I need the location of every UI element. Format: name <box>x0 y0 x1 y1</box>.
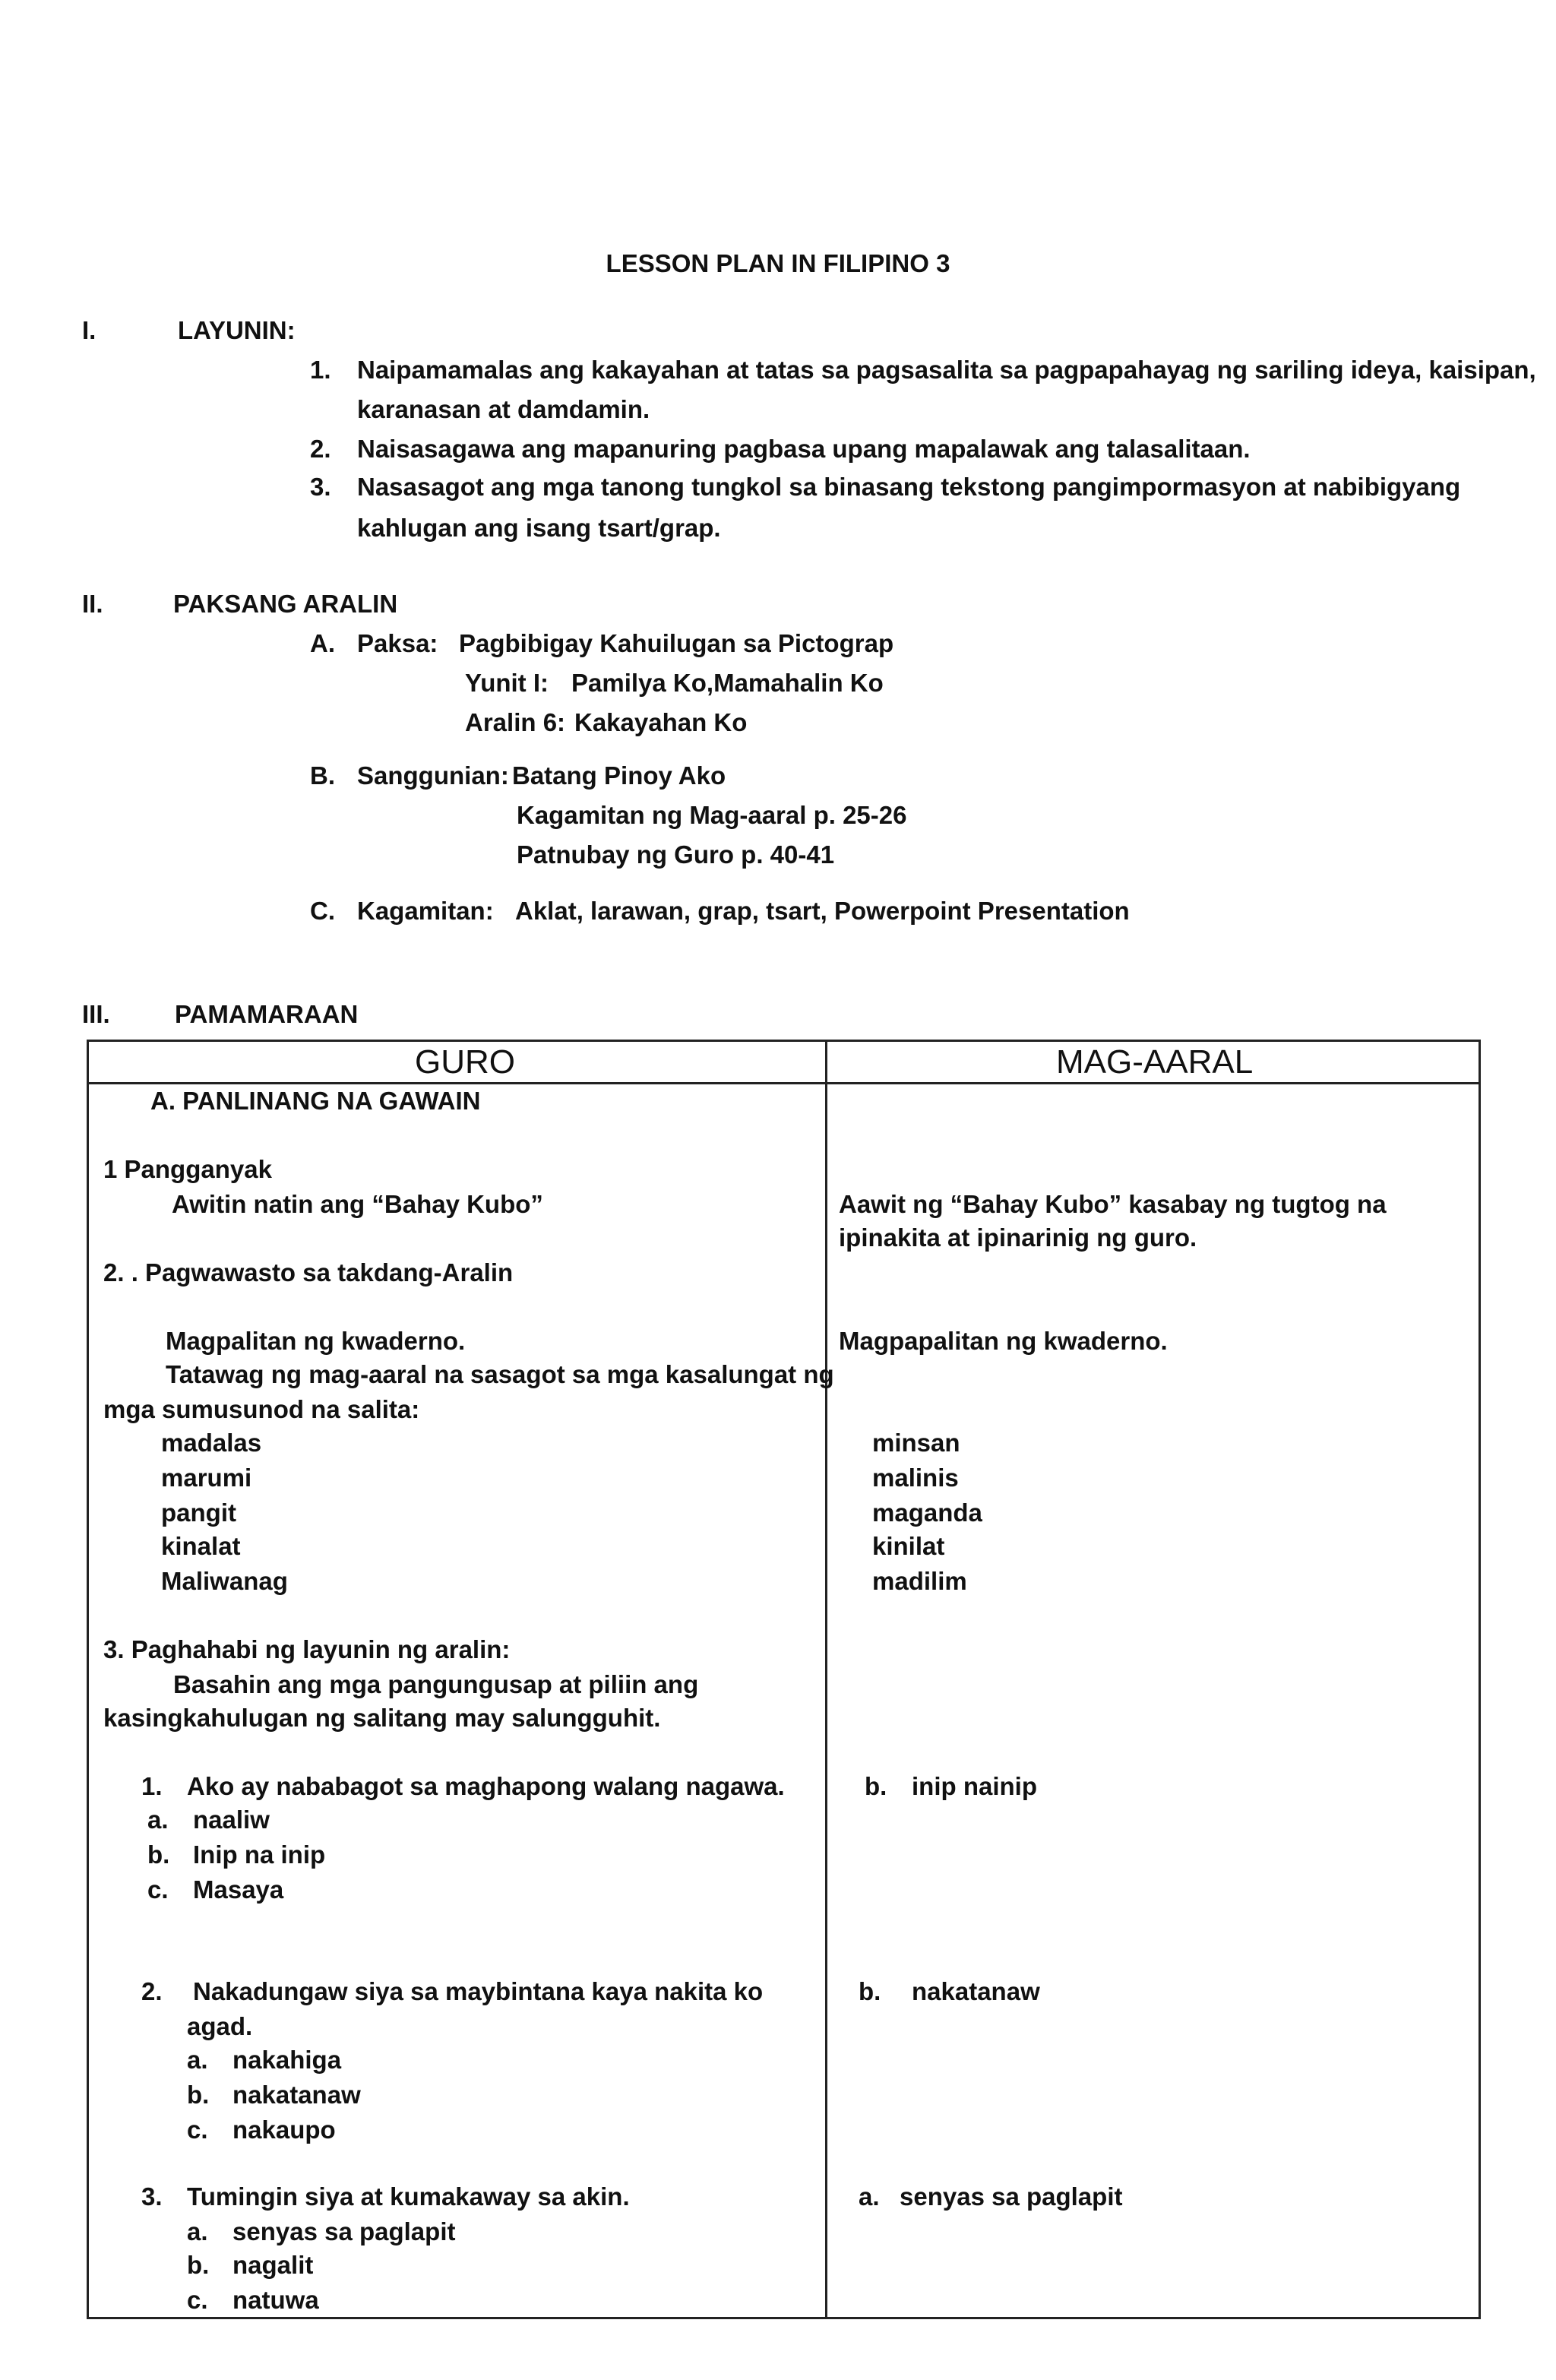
kagamitan-value: Aklat, larawan, grap, tsart, Powerpoint Presentation <box>515 897 1130 925</box>
mag-aawit: Aawit ng “Bahay Kubo” kasabay ng tugtog na <box>839 1190 1387 1218</box>
mag-word: minsan <box>872 1429 960 1457</box>
yunit-label: Yunit I: <box>465 669 549 697</box>
table-header-divider <box>87 1082 1481 1084</box>
choice-text: Masaya <box>193 1875 284 1904</box>
choice-letter: a. <box>187 2217 208 2245</box>
question-number: 2. <box>141 1977 163 2005</box>
answer-text: nakatanaw <box>912 1977 1040 2005</box>
answer-letter: a. <box>859 2182 880 2211</box>
mag-magpapalitan: Magpapalitan ng kwaderno. <box>839 1327 1168 1355</box>
question-number: 3. <box>141 2182 163 2211</box>
mag-word: kinilat <box>872 1532 945 1560</box>
question-text: Ako ay nababagot sa maghapong walang nagawa. <box>187 1772 785 1800</box>
section-number-ii: II. <box>82 590 103 618</box>
choice-letter: c. <box>147 1875 169 1904</box>
sanggunian-label: Sanggunian: <box>357 761 509 790</box>
page-title: LESSON PLAN IN FILIPINO 3 <box>606 249 950 277</box>
choice-text: nagalit <box>232 2251 314 2279</box>
paksa-value: Pagbibigay Kahuilugan sa Pictograp <box>459 629 894 657</box>
aralin-value: Kakayahan Ko <box>574 708 748 736</box>
choice-letter: a. <box>187 2046 208 2074</box>
guro-basahin: Basahin ang mga pangungusap at piliin ang <box>173 1670 699 1698</box>
guro-section-a: A. PANLINANG NA GAWAIN <box>150 1087 481 1115</box>
objective-number: 3. <box>310 473 331 501</box>
objective-number: 2. <box>310 435 331 463</box>
yunit-value: Pamilya Ko,Mamahalin Ko <box>571 669 884 697</box>
mag-aawit-cont: ipinakita at ipinarinig ng guro. <box>839 1223 1197 1252</box>
table-column-divider <box>825 1040 827 2319</box>
kagamitan-letter: C. <box>310 897 335 925</box>
choice-text: Inip na inip <box>193 1840 326 1869</box>
table-header-guro: GURO <box>415 1043 515 1081</box>
question-text: Tumingin siya at kumakaway sa akin. <box>187 2182 630 2211</box>
choice-text: nakahiga <box>232 2046 342 2074</box>
section-heading-pamamaraan: PAMAMARAAN <box>175 1000 359 1028</box>
sanggunian-value: Patnubay ng Guro p. 40-41 <box>517 840 835 869</box>
answer-text: inip nainip <box>912 1772 1037 1800</box>
question-text-cont: agad. <box>187 2012 253 2040</box>
guro-magpalitan: Magpalitan ng kwaderno. <box>166 1327 466 1355</box>
guro-word: madalas <box>161 1429 262 1457</box>
guro-word: kinalat <box>161 1532 241 1560</box>
choice-letter: a. <box>147 1806 169 1834</box>
paksa-label: Paksa: <box>357 629 438 657</box>
answer-letter: b. <box>865 1772 887 1800</box>
mag-word: malinis <box>872 1464 959 1492</box>
choice-letter: b. <box>187 2251 210 2279</box>
choice-text: senyas sa paglapit <box>232 2217 456 2245</box>
aralin-label: Aralin 6: <box>465 708 566 736</box>
sanggunian-value: Kagamitan ng Mag-aaral p. 25-26 <box>517 801 907 829</box>
objective-text: Naipamamalas ang kakayahan at tatas sa pagsasalita sa pagpapahayag ng sariling ideya, kaisipan, <box>357 356 1536 384</box>
mag-word: maganda <box>872 1499 982 1527</box>
guro-awitin: Awitin natin ang “Bahay Kubo” <box>172 1190 543 1218</box>
guro-pangganyak: 1 Pangganyak <box>103 1155 272 1183</box>
objective-number: 1. <box>310 356 331 384</box>
objective-text: Nasasagot ang mga tanong tungkol sa binasang tekstong pangimpormasyon at nabibigyang <box>357 473 1461 501</box>
choice-letter: b. <box>147 1840 170 1869</box>
choice-text: nakaupo <box>232 2116 336 2144</box>
question-number: 1. <box>141 1772 163 1800</box>
answer-text: senyas sa paglapit <box>900 2182 1123 2211</box>
guro-tatawag-cont: mga sumusunod na salita: <box>103 1395 420 1423</box>
paksa-letter: A. <box>310 629 335 657</box>
section-number-iii: III. <box>82 1000 110 1028</box>
section-heading-paksang-aralin: PAKSANG ARALIN <box>173 590 398 618</box>
sanggunian-letter: B. <box>310 761 335 790</box>
guro-basahin-cont: kasingkahulugan ng salitang may salungguhit. <box>103 1704 661 1732</box>
guro-tatawag: Tatawag ng mag-aaral na sasagot sa mga kasalungat ng <box>166 1360 834 1388</box>
guro-word: pangit <box>161 1499 236 1527</box>
choice-text: natuwa <box>232 2286 319 2314</box>
choice-letter: c. <box>187 2286 208 2314</box>
section-heading-layunin: LAYUNIN: <box>178 316 296 344</box>
choice-letter: c. <box>187 2116 208 2144</box>
sanggunian-value: Batang Pinoy Ako <box>512 761 726 790</box>
table-header-mag-aaral: MAG-AARAL <box>1056 1043 1254 1081</box>
choice-text: nakatanaw <box>232 2081 361 2109</box>
objective-text-cont: karanasan at damdamin. <box>357 395 650 423</box>
answer-letter: b. <box>859 1977 881 2005</box>
section-number-i: I. <box>82 316 96 344</box>
objective-text-cont: kahlugan ang isang tsart/grap. <box>357 514 721 542</box>
guro-word: marumi <box>161 1464 252 1492</box>
guro-paghahabi: 3. Paghahabi ng layunin ng aralin: <box>103 1635 511 1663</box>
choice-text: naaliw <box>193 1806 270 1834</box>
question-text: Nakadungaw siya sa maybintana kaya nakita ko <box>193 1977 764 2005</box>
mag-word: madilim <box>872 1567 967 1595</box>
objective-text: Naisasagawa ang mapanuring pagbasa upang mapalawak ang talasalitaan. <box>357 435 1251 463</box>
kagamitan-label: Kagamitan: <box>357 897 494 925</box>
choice-letter: b. <box>187 2081 210 2109</box>
guro-word: Maliwanag <box>161 1567 288 1595</box>
guro-pagwawasto: 2. . Pagwawasto sa takdang-Aralin <box>103 1258 514 1287</box>
